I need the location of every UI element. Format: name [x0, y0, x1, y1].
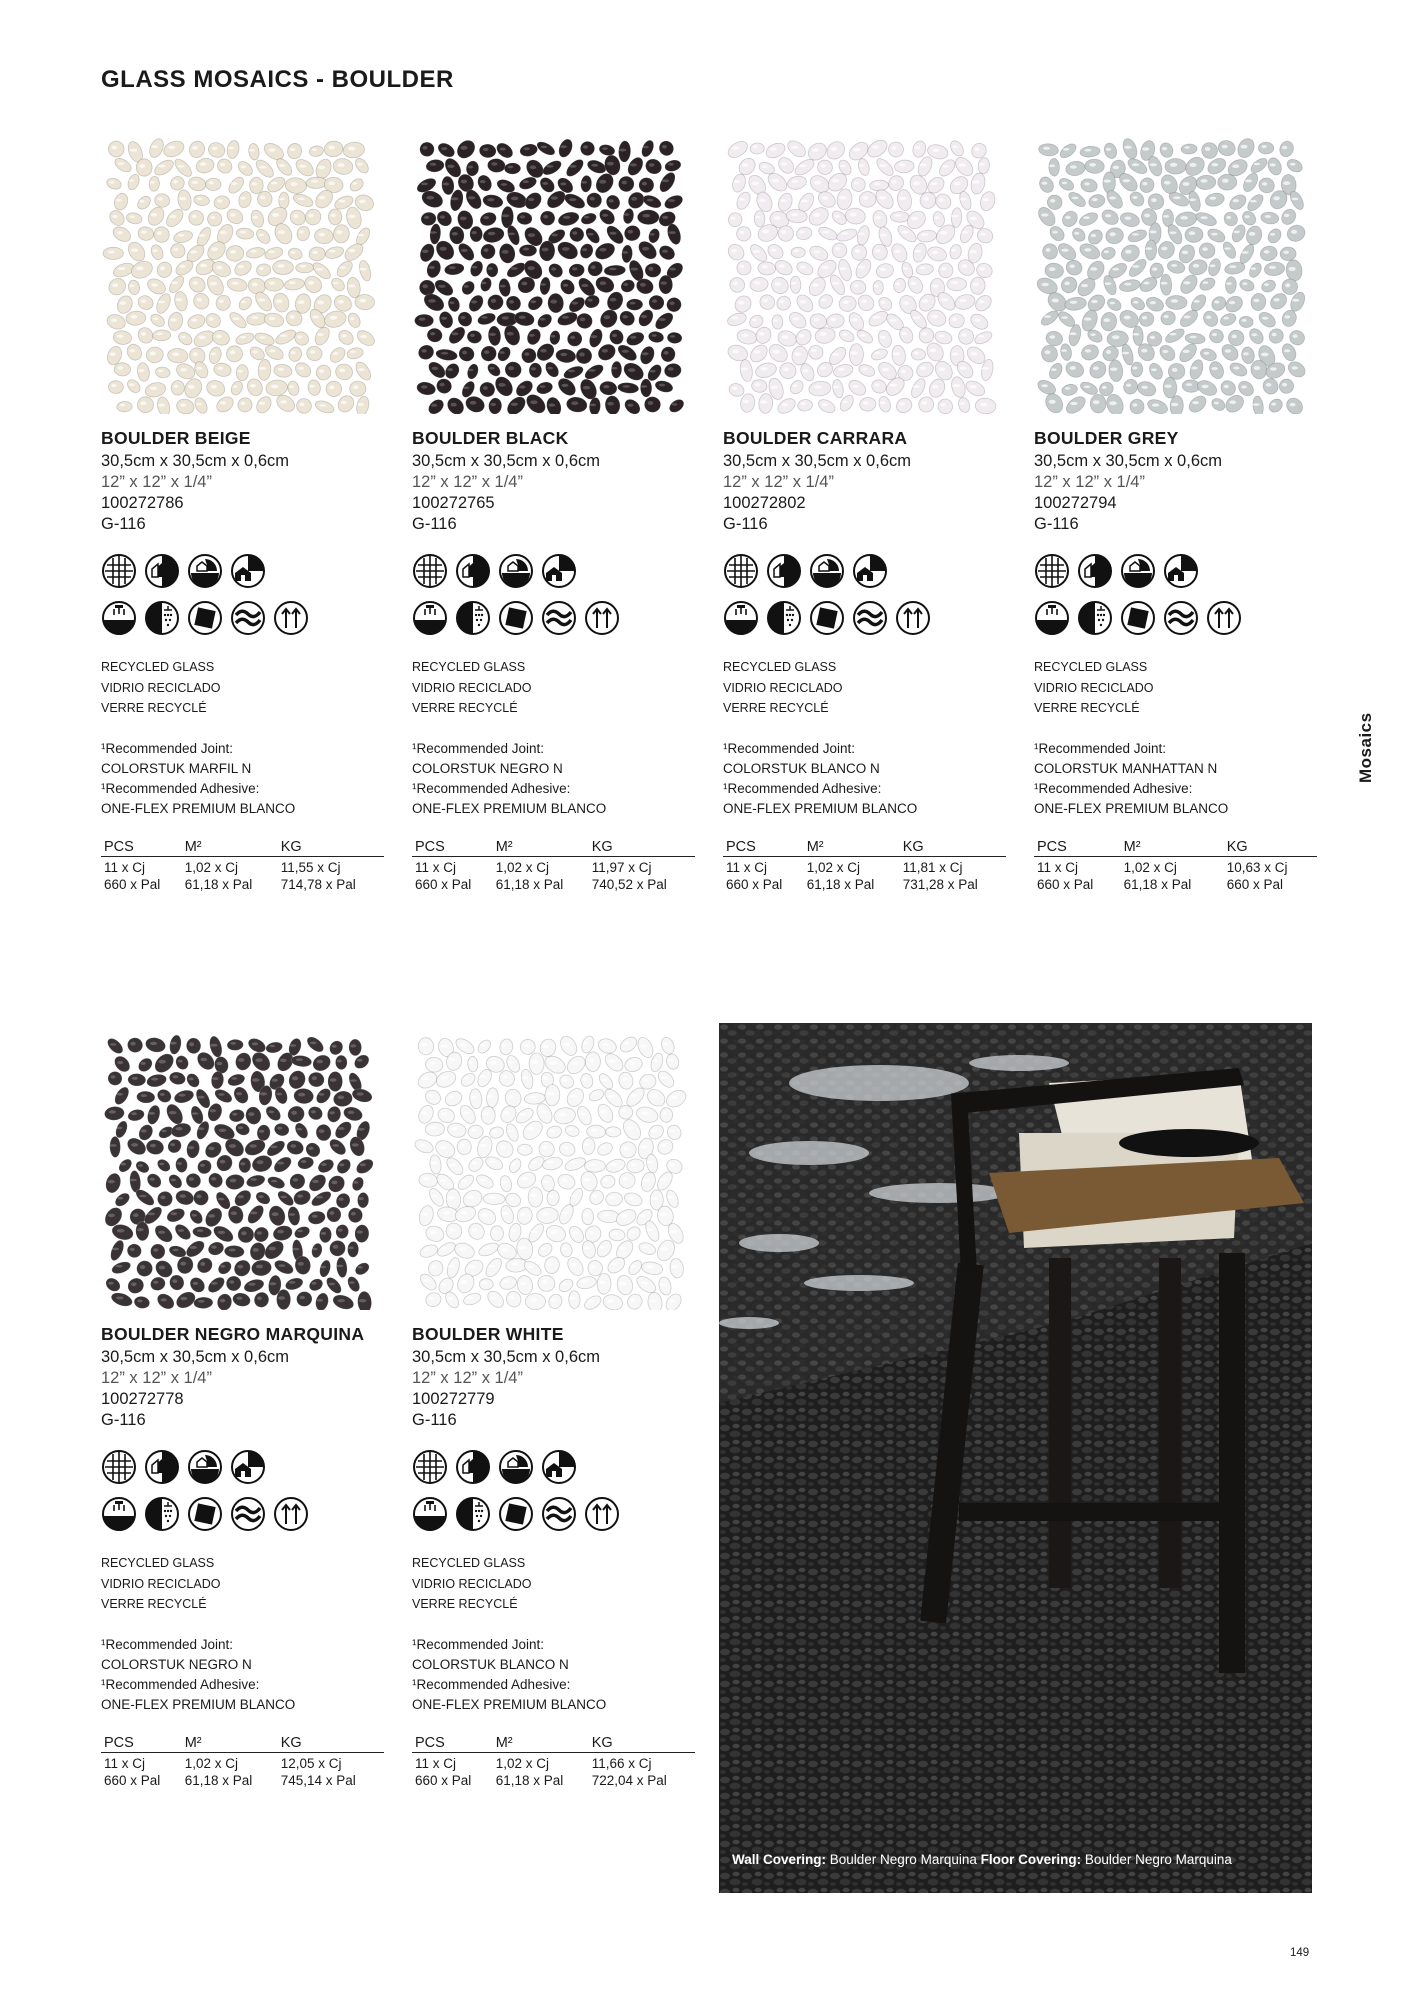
outdoor-icon: [541, 1449, 577, 1485]
product-ref: G-116: [723, 515, 768, 533]
size-imperial: 12” x 12” x 1/4”: [101, 473, 212, 491]
outdoor-icon: [852, 553, 888, 589]
kg-cell: 660 x Pal: [1226, 876, 1284, 892]
caption-wall-value: Boulder Negro Marquina: [826, 1852, 981, 1867]
product-ref: G-116: [101, 1411, 146, 1429]
indoor-floor-icon: [809, 553, 845, 589]
cleaning-icon: [541, 1496, 577, 1532]
kg-cell: 11,55 x Cj: [280, 859, 341, 875]
joint-label: ¹Recommended Joint:: [412, 1636, 545, 1652]
header-kg: KG: [278, 838, 384, 857]
kg-cell: 714,78 x Pal: [280, 876, 356, 892]
packing-header-row: [101, 1734, 384, 1753]
material-line: RECYCLED GLASS: [1034, 660, 1148, 674]
pool-icon: [101, 1496, 137, 1532]
mesh-backing-icon: [1034, 553, 1070, 589]
table-row: [723, 856, 1006, 876]
material-line: RECYCLED GLASS: [101, 660, 215, 674]
joint-label: ¹Recommended Joint:: [101, 740, 234, 756]
caption-floor-label: Floor Covering:: [980, 1852, 1082, 1867]
adhesive-value: ONE-FLEX PREMIUM BLANCO: [723, 800, 918, 816]
mosaic-tile-image: [101, 134, 381, 414]
recommendations: [101, 1635, 386, 1715]
header-m2: M²: [493, 838, 589, 857]
adhesive-label: ¹Recommended Adhesive:: [1034, 780, 1193, 796]
pcs-cell: 11 x Cj: [104, 859, 146, 875]
kg-cell: 11,97 x Cj: [591, 859, 652, 875]
kg-cell: 722,04 x Pal: [591, 1772, 667, 1788]
header-pcs: PCS: [723, 838, 804, 857]
cleaning-icon: [541, 600, 577, 636]
glossy-finish-icon: [809, 600, 845, 636]
pcs-cell: 11 x Cj: [104, 1755, 146, 1771]
caption-wall-label: Wall Covering:: [732, 1852, 827, 1867]
mesh-backing-icon: [723, 553, 759, 589]
usage-icons-row-2: [101, 1496, 386, 1532]
adhesive-value: ONE-FLEX PREMIUM BLANCO: [412, 800, 607, 816]
product-code: 100272765: [412, 494, 495, 512]
header-pcs: PCS: [412, 1734, 493, 1753]
usage-icons-row-1: [1034, 553, 1319, 589]
frost-resistant-icon: [584, 600, 620, 636]
material-info: [101, 657, 386, 719]
cleaning-icon: [230, 1496, 266, 1532]
header-kg: KG: [589, 1734, 695, 1753]
header-m2: M²: [804, 838, 900, 857]
packing-header-row: [412, 1734, 695, 1753]
bathroom-stool-illustration: [719, 1023, 1312, 1893]
usage-icons-row-2: [723, 600, 1008, 636]
usage-icons-row-2: [412, 600, 697, 636]
product-ref: G-116: [412, 515, 457, 533]
adhesive-label: ¹Recommended Adhesive:: [723, 780, 882, 796]
material-line: RECYCLED GLASS: [101, 1556, 215, 1570]
pcs-cell: 660 x Pal: [104, 1772, 161, 1788]
header-kg: KG: [900, 838, 1006, 857]
cleaning-icon: [230, 600, 266, 636]
joint-label: ¹Recommended Joint:: [101, 1636, 234, 1652]
material-line: RECYCLED GLASS: [723, 660, 837, 674]
product-card-grey: [1034, 134, 1319, 893]
kg-cell: 11,66 x Cj: [591, 1755, 652, 1771]
mosaic-tile-image: [1034, 134, 1314, 414]
joint-value: COLORSTUK BLANCO N: [723, 760, 880, 776]
outdoor-icon: [541, 553, 577, 589]
product-code: 100272802: [723, 494, 806, 512]
product-name: BOULDER WHITE: [412, 1324, 564, 1344]
joint-label: ¹Recommended Joint:: [412, 740, 545, 756]
material-line: VERRE RECYCLÉ: [412, 1597, 518, 1611]
pool-icon: [723, 600, 759, 636]
material-line: RECYCLED GLASS: [412, 660, 526, 674]
glossy-finish-icon: [498, 1496, 534, 1532]
glossy-finish-icon: [187, 600, 223, 636]
header-m2: M²: [493, 1734, 589, 1753]
mosaic-tile-image: [723, 134, 1003, 414]
product-name: BOULDER CARRARA: [723, 428, 908, 448]
header-kg: KG: [1224, 838, 1317, 857]
adhesive-value: ONE-FLEX PREMIUM BLANCO: [412, 1696, 607, 1712]
m2-cell: 61,18 x Pal: [495, 876, 564, 892]
shower-icon: [455, 1496, 491, 1532]
joint-value: COLORSTUK NEGRO N: [101, 1656, 252, 1672]
size-imperial: 12” x 12” x 1/4”: [412, 473, 523, 491]
adhesive-label: ¹Recommended Adhesive:: [412, 780, 571, 796]
product-code: 100272794: [1034, 494, 1117, 512]
recommendations: [101, 739, 386, 819]
m2-cell: 1,02 x Cj: [495, 859, 549, 875]
page-number: 149: [1290, 1947, 1310, 1959]
photo-caption: [732, 1852, 1232, 1867]
m2-cell: 1,02 x Cj: [1123, 859, 1177, 875]
kg-cell: 12,05 x Cj: [280, 1755, 342, 1771]
shower-icon: [144, 1496, 180, 1532]
material-line: VERRE RECYCLÉ: [723, 701, 829, 715]
mesh-backing-icon: [101, 553, 137, 589]
shower-icon: [455, 600, 491, 636]
material-line: VIDRIO RECICLADO: [723, 680, 843, 695]
adhesive-value: ONE-FLEX PREMIUM BLANCO: [101, 800, 296, 816]
packing-table: [723, 838, 1006, 893]
header-kg: KG: [589, 838, 695, 857]
page-title: GLASS MOSAICS - BOULDER: [101, 66, 454, 93]
material-line: VERRE RECYCLÉ: [412, 701, 518, 715]
indoor-wall-icon: [455, 553, 491, 589]
size-metric: 30,5cm x 30,5cm x 0,6cm: [723, 452, 911, 470]
product-code: 100272778: [101, 1390, 184, 1408]
packing-header-row: [1034, 838, 1317, 857]
pool-icon: [1034, 600, 1070, 636]
outdoor-icon: [230, 553, 266, 589]
indoor-floor-icon: [498, 1449, 534, 1485]
indoor-wall-icon: [1077, 553, 1113, 589]
product-card-beige: [101, 134, 386, 893]
material-line: VIDRIO RECICLADO: [412, 680, 532, 695]
joint-label: ¹Recommended Joint:: [1034, 740, 1167, 756]
m2-cell: 61,18 x Pal: [184, 876, 253, 892]
m2-cell: 61,18 x Pal: [1123, 876, 1192, 892]
packing-table: [1034, 838, 1317, 893]
packing-table: [101, 1734, 384, 1789]
packing-header-row: [412, 838, 695, 857]
material-line: RECYCLED GLASS: [412, 1556, 526, 1570]
packing-table: [412, 838, 695, 893]
glossy-finish-icon: [1120, 600, 1156, 636]
m2-cell: 1,02 x Cj: [184, 859, 238, 875]
table-row: [101, 1772, 384, 1789]
frost-resistant-icon: [584, 1496, 620, 1532]
mosaic-tile-image: [412, 134, 692, 414]
material-line: VERRE RECYCLÉ: [101, 1597, 207, 1611]
pcs-cell: 660 x Pal: [415, 876, 472, 892]
packing-header-row: [723, 838, 1006, 857]
material-line: VIDRIO RECICLADO: [1034, 680, 1154, 695]
size-imperial: 12” x 12” x 1/4”: [412, 1369, 523, 1387]
joint-value: COLORSTUK NEGRO N: [412, 760, 563, 776]
usage-icons-row-1: [412, 553, 697, 589]
frost-resistant-icon: [273, 1496, 309, 1532]
m2-cell: 61,18 x Pal: [184, 1772, 253, 1788]
adhesive-label: ¹Recommended Adhesive:: [412, 1676, 571, 1692]
recommendations: [723, 739, 1008, 819]
mesh-backing-icon: [412, 553, 448, 589]
packing-header-row: [101, 838, 384, 857]
table-row: [412, 1772, 695, 1789]
pool-icon: [412, 600, 448, 636]
m2-cell: 61,18 x Pal: [495, 1772, 564, 1788]
material-line: VERRE RECYCLÉ: [1034, 701, 1140, 715]
size-metric: 30,5cm x 30,5cm x 0,6cm: [412, 1348, 600, 1366]
m2-cell: 1,02 x Cj: [806, 859, 860, 875]
pcs-cell: 11 x Cj: [726, 859, 768, 875]
pcs-cell: 11 x Cj: [415, 859, 457, 875]
joint-value: COLORSTUK MARFIL N: [101, 760, 252, 776]
ambient-photo: [719, 1023, 1312, 1893]
frost-resistant-icon: [895, 600, 931, 636]
usage-icons-row-2: [1034, 600, 1319, 636]
indoor-wall-icon: [144, 1449, 180, 1485]
material-info: [412, 657, 697, 719]
product-name: BOULDER NEGRO MARQUINA: [101, 1324, 365, 1344]
product-name: BOULDER BEIGE: [101, 428, 251, 448]
material-line: VERRE RECYCLÉ: [101, 701, 207, 715]
material-info: [101, 1553, 386, 1615]
size-metric: 30,5cm x 30,5cm x 0,6cm: [101, 1348, 289, 1366]
shower-icon: [766, 600, 802, 636]
frost-resistant-icon: [273, 600, 309, 636]
kg-cell: 731,28 x Pal: [902, 876, 978, 892]
glossy-finish-icon: [498, 600, 534, 636]
size-imperial: 12” x 12” x 1/4”: [1034, 473, 1145, 491]
recommendations: [412, 1635, 697, 1715]
table-row: [1034, 856, 1317, 876]
indoor-floor-icon: [498, 553, 534, 589]
m2-cell: 61,18 x Pal: [806, 876, 875, 892]
kg-cell: 745,14 x Pal: [280, 1772, 356, 1788]
mosaic-tile-image: [412, 1030, 692, 1310]
packing-table: [101, 838, 384, 893]
product-ref: G-116: [412, 1411, 457, 1429]
caption-floor-value: Boulder Negro Marquina: [1081, 1852, 1232, 1867]
usage-icons-row-1: [101, 1449, 386, 1485]
adhesive-label: ¹Recommended Adhesive:: [101, 1676, 260, 1692]
header-m2: M²: [182, 1734, 278, 1753]
m2-cell: 1,02 x Cj: [495, 1755, 549, 1771]
size-metric: 30,5cm x 30,5cm x 0,6cm: [1034, 452, 1222, 470]
product-code: 100272786: [101, 494, 184, 512]
material-line: VIDRIO RECICLADO: [412, 1576, 532, 1591]
indoor-floor-icon: [187, 1449, 223, 1485]
glossy-finish-icon: [187, 1496, 223, 1532]
cleaning-icon: [1163, 600, 1199, 636]
kg-cell: 11,81 x Cj: [902, 859, 963, 875]
joint-label: ¹Recommended Joint:: [723, 740, 856, 756]
packing-table: [412, 1734, 695, 1789]
pcs-cell: 660 x Pal: [104, 876, 161, 892]
usage-icons-row-2: [101, 600, 386, 636]
material-info: [1034, 657, 1319, 719]
size-imperial: 12” x 12” x 1/4”: [723, 473, 834, 491]
table-row: [412, 1752, 695, 1772]
table-row: [412, 876, 695, 893]
m2-cell: 1,02 x Cj: [184, 1755, 238, 1771]
indoor-floor-icon: [1120, 553, 1156, 589]
material-info: [723, 657, 1008, 719]
recommendations: [412, 739, 697, 819]
product-card-white: [412, 1030, 697, 1789]
joint-value: COLORSTUK MANHATTAN N: [1034, 760, 1218, 776]
product-card-black: [412, 134, 697, 893]
indoor-wall-icon: [455, 1449, 491, 1485]
product-ref: G-116: [1034, 515, 1079, 533]
adhesive-value: ONE-FLEX PREMIUM BLANCO: [101, 1696, 296, 1712]
usage-icons-row-1: [723, 553, 1008, 589]
kg-cell: 740,52 x Pal: [591, 876, 667, 892]
pcs-cell: 11 x Cj: [1037, 859, 1079, 875]
indoor-floor-icon: [187, 553, 223, 589]
size-imperial: 12” x 12” x 1/4”: [101, 1369, 212, 1387]
adhesive-value: ONE-FLEX PREMIUM BLANCO: [1034, 800, 1229, 816]
table-row: [412, 856, 695, 876]
header-kg: KG: [278, 1734, 384, 1753]
frost-resistant-icon: [1206, 600, 1242, 636]
pcs-cell: 11 x Cj: [415, 1755, 457, 1771]
product-card-carrara: [723, 134, 1008, 893]
pool-icon: [412, 1496, 448, 1532]
usage-icons-row-1: [101, 553, 386, 589]
cleaning-icon: [852, 600, 888, 636]
outdoor-icon: [230, 1449, 266, 1485]
material-line: VIDRIO RECICLADO: [101, 1576, 221, 1591]
table-row: [101, 856, 384, 876]
header-pcs: PCS: [101, 838, 182, 857]
product-code: 100272779: [412, 1390, 495, 1408]
pcs-cell: 660 x Pal: [415, 1772, 472, 1788]
product-name: BOULDER GREY: [1034, 428, 1179, 448]
pcs-cell: 660 x Pal: [726, 876, 783, 892]
kg-cell: 10,63 x Cj: [1226, 859, 1288, 875]
joint-value: COLORSTUK BLANCO N: [412, 1656, 569, 1672]
table-row: [101, 876, 384, 893]
mesh-backing-icon: [412, 1449, 448, 1485]
header-pcs: PCS: [1034, 838, 1121, 857]
mosaic-tile-image: [101, 1030, 381, 1310]
indoor-wall-icon: [144, 553, 180, 589]
outdoor-icon: [1163, 553, 1199, 589]
recommendations: [1034, 739, 1319, 819]
shower-icon: [144, 600, 180, 636]
side-tab-mosaics: Mosaics: [1356, 712, 1375, 784]
product-card-negro-marquina: [101, 1030, 386, 1789]
material-line: VIDRIO RECICLADO: [101, 680, 221, 695]
adhesive-label: ¹Recommended Adhesive:: [101, 780, 260, 796]
indoor-wall-icon: [766, 553, 802, 589]
size-metric: 30,5cm x 30,5cm x 0,6cm: [101, 452, 289, 470]
header-pcs: PCS: [412, 838, 493, 857]
product-ref: G-116: [101, 515, 146, 533]
table-row: [101, 1752, 384, 1772]
pool-icon: [101, 600, 137, 636]
table-row: [723, 876, 1006, 893]
table-row: [1034, 876, 1317, 893]
header-m2: M²: [1121, 838, 1224, 857]
header-m2: M²: [182, 838, 278, 857]
shower-icon: [1077, 600, 1113, 636]
mesh-backing-icon: [101, 1449, 137, 1485]
usage-icons-row-1: [412, 1449, 697, 1485]
product-name: BOULDER BLACK: [412, 428, 569, 448]
header-pcs: PCS: [101, 1734, 182, 1753]
usage-icons-row-2: [412, 1496, 697, 1532]
pcs-cell: 660 x Pal: [1037, 876, 1094, 892]
material-info: [412, 1553, 697, 1615]
size-metric: 30,5cm x 30,5cm x 0,6cm: [412, 452, 600, 470]
